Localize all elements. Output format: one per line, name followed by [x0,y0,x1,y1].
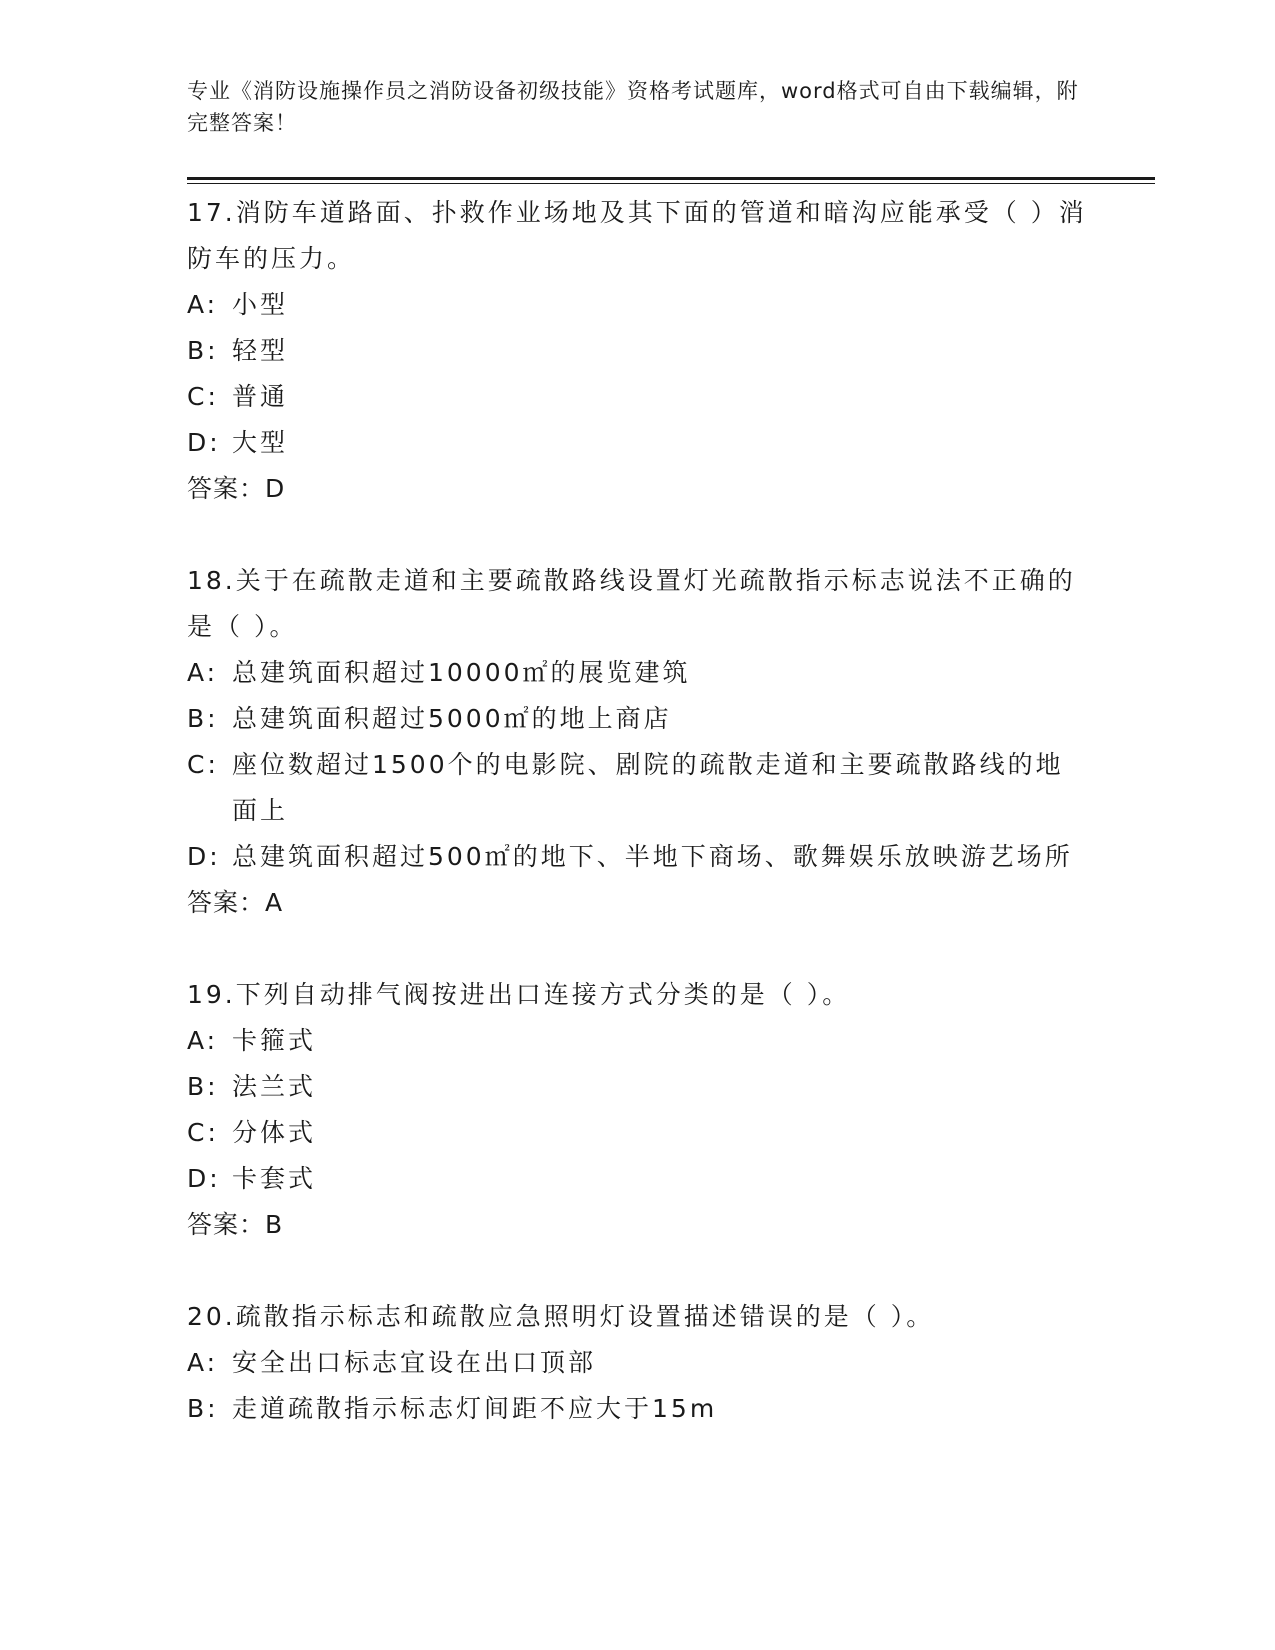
option-key: B: [187,336,219,365]
document-page [187,0,1155,1650]
answer-line: 答案：A [187,888,284,917]
option-text: 安全出口标志宜设在出口顶部 [232,1348,597,1377]
option-text: 走道疏散指示标志灯间距不应大于15m [232,1394,718,1423]
option-d [187,1156,1087,1202]
option-b [187,328,1087,374]
option-key: B: [187,1072,219,1101]
option-c [187,742,1087,834]
option-text: 总建筑面积超过5000㎡的地上商店 [232,704,672,733]
option-c [187,1110,1087,1156]
question-18 [187,558,1087,926]
option-b [187,1386,1087,1432]
option-key: A: [187,658,219,687]
option-key: A: [187,1348,219,1377]
option-text: 座位数超过1500个的电影院、剧院的疏散走道和主要疏散路线的地面上 [232,750,1064,825]
question-20 [187,1294,1087,1432]
option-text: 卡套式 [232,1164,317,1193]
option-text: 小型 [232,290,289,319]
option-key: D: [187,428,221,457]
option-text: 轻型 [232,336,289,365]
option-text: 总建筑面积超过500㎡的地下、半地下商场、歌舞娱乐放映游艺场所 [232,842,1073,871]
question-stem: 20.疏散指示标志和疏散应急照明灯设置描述错误的是（ ）。 [187,1302,935,1331]
option-key: A: [187,1026,219,1055]
answer-line: 答案：B [187,1210,284,1239]
header-rule-thick [187,177,1155,180]
question-stem: 17.消防车道路面、扑救作业场地及其下面的管道和暗沟应能承受（ ）消防车的压力。 [187,198,1087,273]
option-d [187,420,1087,466]
option-c [187,374,1087,420]
option-key: D: [187,842,221,871]
option-text: 大型 [232,428,289,457]
answer-line: 答案：D [187,474,286,503]
option-a [187,282,1087,328]
option-a [187,1018,1087,1064]
option-key: C: [187,750,219,779]
header-rule-thin [187,183,1155,184]
option-key: D: [187,1164,221,1193]
question-stem: 19.下列自动排气阀按进出口连接方式分类的是（ ）。 [187,980,851,1009]
option-b [187,696,1087,742]
question-17 [187,190,1087,512]
question-stem: 18.关于在疏散走道和主要疏散路线设置灯光疏散指示标志说法不正确的是（ ）。 [187,566,1076,641]
option-text: 法兰式 [232,1072,317,1101]
option-text: 总建筑面积超过10000㎡的展览建筑 [232,658,691,687]
option-text: 卡箍式 [232,1026,317,1055]
option-a [187,650,1087,696]
option-d [187,834,1087,880]
option-text: 分体式 [232,1118,317,1147]
option-key: B: [187,1394,219,1423]
document-header: 专业《消防设施操作员之消防设备初级技能》资格考试题库，word格式可自由下载编辑，附完整答案！ [187,79,1079,135]
question-list [187,190,1087,1478]
option-text: 普通 [232,382,289,411]
option-key: B: [187,704,219,733]
option-b [187,1064,1087,1110]
question-19 [187,972,1087,1248]
option-key: A: [187,290,219,319]
option-a [187,1340,1087,1386]
option-key: C: [187,1118,219,1147]
option-key: C: [187,382,219,411]
